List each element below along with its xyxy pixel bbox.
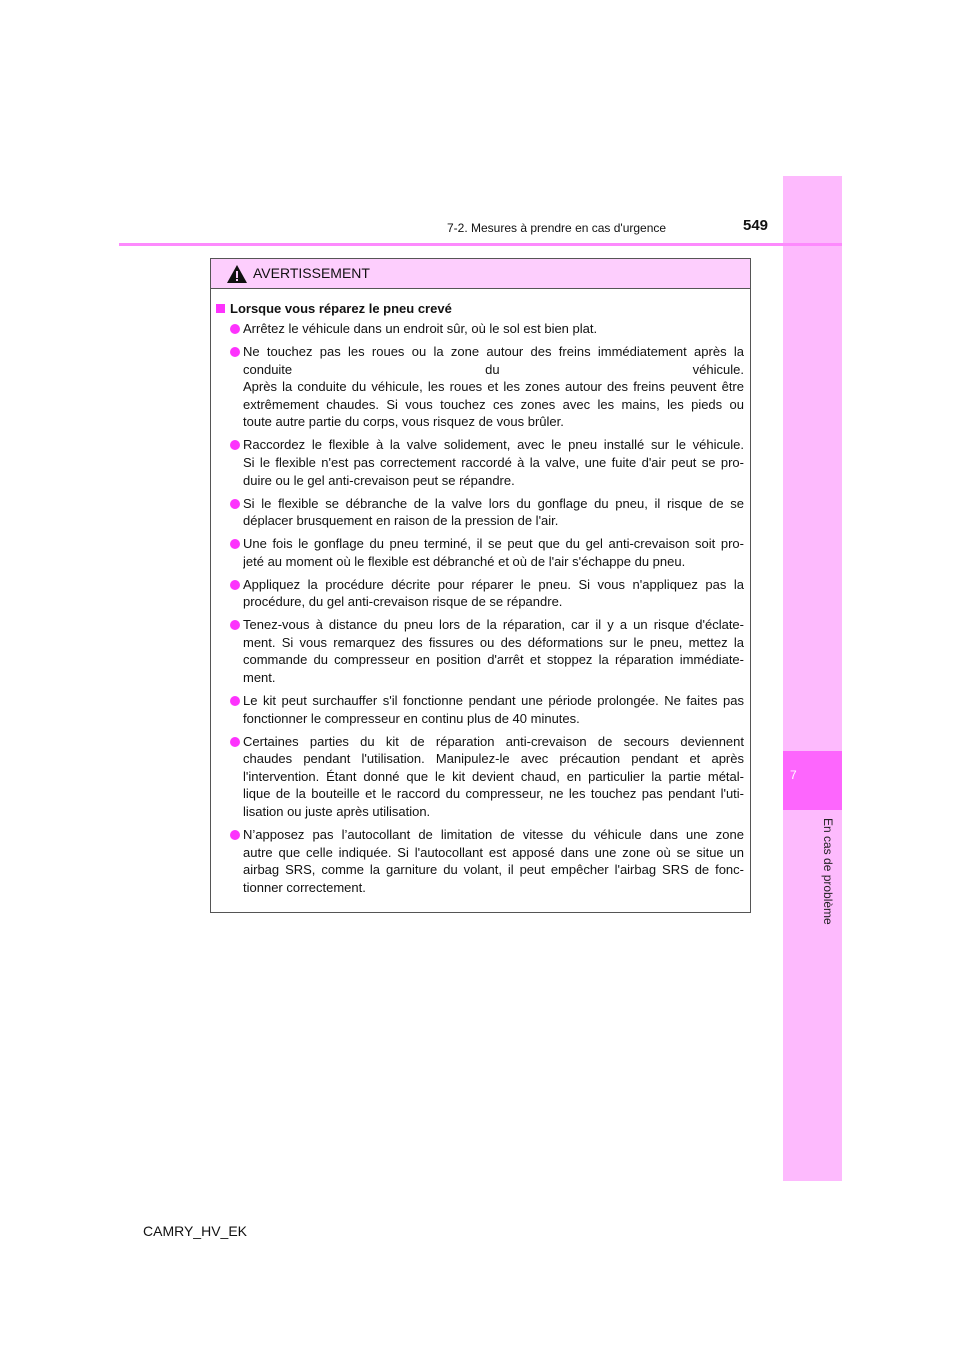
warning-heading [216,301,452,316]
warning-box [210,258,751,913]
chapter-side-tab [783,176,842,1181]
list-item [243,320,744,338]
square-bullet-icon [216,304,225,313]
list-item-line: extrêmement chaudes. Si vous touchez ces zones avec les mains, les pieds ou [243,396,744,412]
list-item [243,535,744,570]
list-item-line: jeté au moment où le flexible est débranché et où de l'air s'échappe du pneu. [243,553,686,569]
chapter-label: En cas de problème [821,818,835,925]
warning-title: AVERTISSEMENT [253,265,370,281]
page-number: 549 [743,217,769,234]
list-item-line: duire ou le gel anti-crevaison peut se répandre. [243,472,515,488]
list-item [243,343,744,431]
bullet-dot-icon [230,696,240,706]
bullet-dot-icon [230,347,240,357]
list-item-line: Ne touchez pas les roues ou la zone autour des freins immédiatement après la [243,343,744,359]
list-item-line: airbag SRS, comme la garniture du volant, il peut empêcher l'airbag SRS de fonc- [243,862,744,878]
list-item-line: commande du compresseur en position d'arrêt et stoppez la réparation immédiate- [243,652,744,668]
list-item-line: ment. [243,670,276,686]
warning-triangle-icon [226,264,248,284]
list-item-line: lique de la bouteille et le raccord du compresseur, ne les touchez pas pendant l'uti- [243,786,744,802]
list-item-line: chaudes pendant l'utilisation. Manipulez-le avec précaution pendant et après [243,751,744,767]
list-item [243,616,744,686]
list-item-line: Si le flexible se débranche de la valve lors du gonflage du pneu, il risque de se [243,495,744,511]
list-item [243,576,744,611]
list-item [243,436,744,489]
bullet-dot-icon [230,620,240,630]
list-item [243,826,744,896]
list-item-line: Raccordez le flexible à la valve solidement, avec le pneu installé sur le véhicule. [243,437,744,453]
list-item-line: Arrêtez le véhicule dans un endroit sûr, où le sol est bien plat. [243,321,598,336]
bullet-dot-icon [230,737,240,747]
list-item-line: l'intervention. Étant donné que le kit devient chaud, en particulier la partie métal- [243,768,744,784]
list-item-line: déplacer brusquement en raison de la pression de l'air. [243,513,559,529]
list-item-line: Si le flexible n'est pas correctement raccordé à la valve, une fuite d'air peut se pro- [243,454,744,470]
list-item-line: toute autre partie du corps, vous risquez de vous brûler. [243,414,564,430]
list-item-line: Le kit peut surchauffer s'il fonctionne pendant une période prolongée. Ne faites pas [243,693,744,709]
warning-header [211,259,750,289]
list-item-line: lisation ou juste après utilisation. [243,803,431,819]
list-item-line: conduite du véhicule. [243,361,744,377]
bullet-dot-icon [230,580,240,590]
heading-text: Lorsque vous réparez le pneu crevé [230,301,452,316]
list-item-line: N’apposez pas l’autocollant de limitation de vitesse du véhicule dans une zone [243,826,744,842]
bullet-dot-icon [230,324,240,334]
list-item-line: Certaines parties du kit de réparation anti-crevaison de secours deviennent [243,733,744,749]
list-item-line: fonctionner le compresseur en continu plus de 40 minutes. [243,710,580,726]
header-divider [119,243,842,246]
list-item [243,495,744,530]
list-item-line: Tenez-vous à distance du pneu lors de la réparation, car il y a un risque d'éclate- [243,617,744,633]
bullet-dot-icon [230,499,240,509]
list-item-line: tionner correctement. [243,879,366,895]
list-item-line: Appliquez la procédure décrite pour réparer le pneu. Si vous n'appliquez pas la [243,576,744,592]
list-item-line: Après la conduite du véhicule, les roues et les zones autour des freins peuvent être [243,379,744,395]
list-item-line: ment. Si vous remarquez des fissures ou des déformations sur le pneu, mettez la [243,634,744,650]
model-code: CAMRY_HV_EK [143,1223,248,1239]
section-title: 7-2. Mesures à prendre en cas d'urgence [447,221,667,235]
bullet-dot-icon [230,830,240,840]
list-item-line: autre que celle indiquée. Si l'autocollant est apposé dans une zone où se situe un [243,844,744,860]
list-item [243,692,744,727]
warning-list [243,320,744,902]
bullet-dot-icon [230,539,240,549]
list-item-line: Une fois le gonflage du pneu terminé, il se peut que du gel anti-crevaison soit pro- [243,536,744,552]
list-item [243,733,744,821]
list-item-line: procédure, du gel anti-crevaison risque de se répandre. [243,594,563,610]
chapter-number: 7 [783,751,842,810]
bullet-dot-icon [230,440,240,450]
